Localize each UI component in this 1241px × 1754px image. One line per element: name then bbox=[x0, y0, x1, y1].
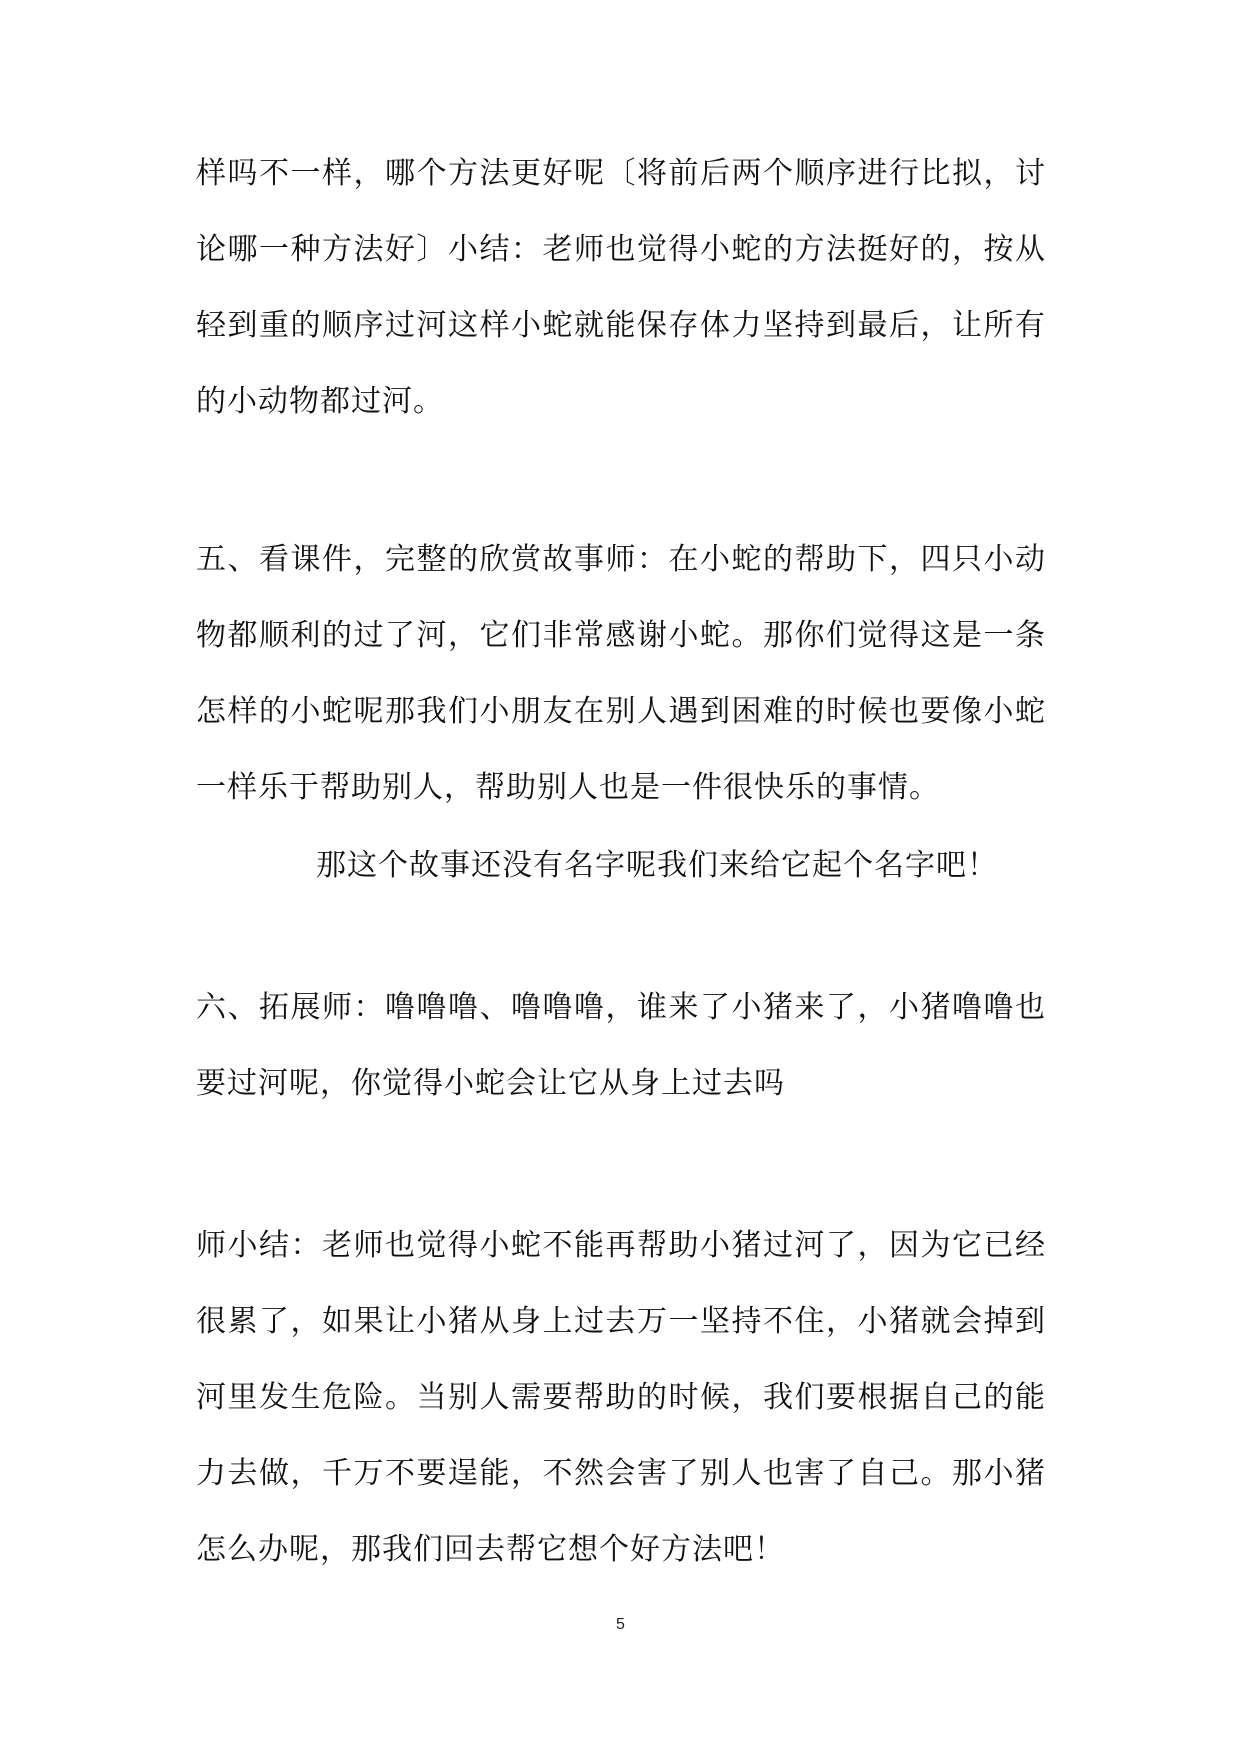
paragraph-section-five: 五、看课件，完整的欣赏故事师：在小蛇的帮助下，四只小动物都顺利的过了河，它们非常感谢小蛇。那你们觉得这是一条怎样的小蛇呢那我们小朋友在别人遇到困难的时候也要像小蛇一样乐于帮助别人，帮助别人也是一件很快乐的事情。 bbox=[196, 542, 1046, 805]
page-number: 5 bbox=[616, 1616, 625, 1633]
paragraph-story-name: 那这个故事还没有名字呢我们来给它起个名字吧！ bbox=[316, 848, 998, 883]
paragraph-section-six: 六、拓展师：噜噜噜、噜噜噜，谁来了小猪来了，小猪噜噜也要过河呢，你觉得小蛇会让它从身上过去吗 bbox=[196, 990, 1046, 1101]
paragraph-method-summary: 样吗不一样，哪个方法更好呢〔将前后两个顺序进行比拟，讨论哪一种方法好〕小结：老师也觉得小蛇的方法挺好的，按从轻到重的顺序过河这样小蛇就能保存体力坚持到最后，让所有的小动物都过河。 bbox=[196, 156, 1046, 419]
paragraph-teacher-summary: 师小结：老师也觉得小蛇不能再帮助小猪过河了，因为它已经很累了，如果让小猪从身上过去万一坚持不住，小猪就会掉到河里发生危险。当别人需要帮助的时候，我们要根据自己的能力去做，千万不要逞能，不然会害了别人也害了自己。那小猪怎么办呢，那我们回去帮它想个好方法吧！ bbox=[196, 1228, 1046, 1567]
